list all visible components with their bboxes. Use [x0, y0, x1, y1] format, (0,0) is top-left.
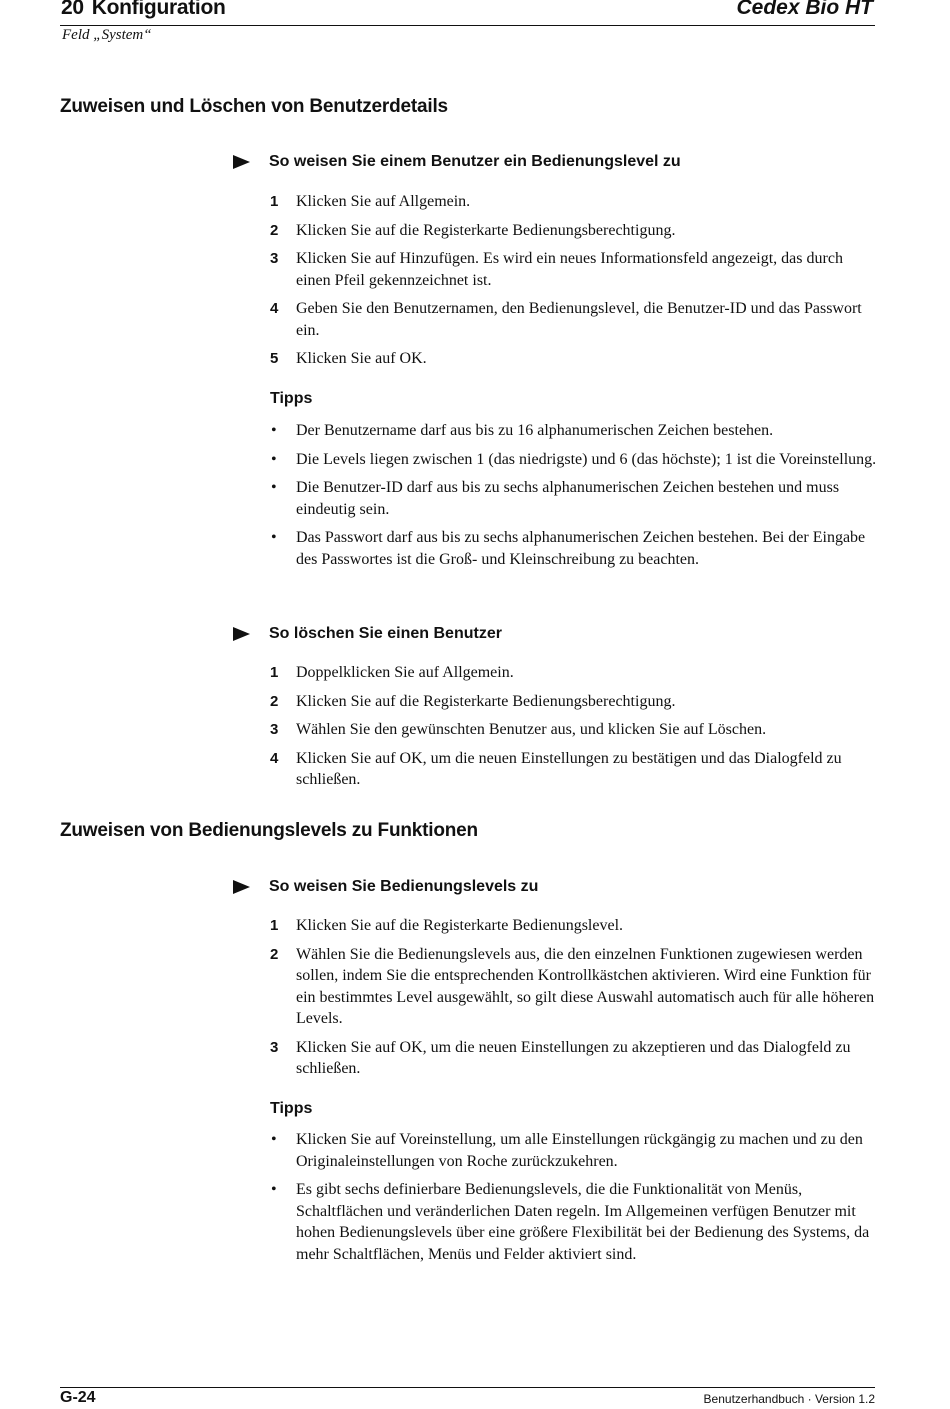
step-text: Klicken Sie auf die Registerkarte Bedienungsberechtigung.	[296, 692, 676, 710]
bullet-icon: •	[271, 422, 277, 439]
tips-heading: Tipps	[270, 390, 313, 407]
chapter-number: 20	[61, 0, 84, 19]
tip-item	[270, 1129, 880, 1172]
step-text: Klicken Sie auf Hinzufügen. Es wird ein neues Informationsfeld angezeigt, das durch einen Pfeil gekennzeichnet ist.	[296, 250, 843, 289]
tips-list-assign-levels	[270, 1129, 880, 1272]
step-item	[270, 719, 880, 741]
step-text: Geben Sie den Benutzernamen, den Bedienungslevel, die Benutzer-ID und das Passwort ein.	[296, 300, 862, 339]
step-text: Klicken Sie auf die Registerkarte Bedienungslevel.	[296, 917, 624, 934]
tips-list-assign-level	[270, 420, 880, 577]
tip-item	[270, 527, 880, 570]
step-number: 4	[270, 749, 279, 767]
running-subsection: Feld „System“	[62, 27, 152, 43]
procedure-title: So löschen Sie einen Benutzer	[269, 625, 502, 642]
section-title-level-functions: Zuweisen von Bedienungslevels zu Funktionen	[60, 820, 478, 841]
page-number: G-24	[60, 1389, 96, 1406]
step-text: Doppelklicken Sie auf Allgemein.	[296, 664, 514, 681]
step-number: 4	[270, 300, 279, 317]
header-rule	[60, 25, 875, 26]
step-text: Klicken Sie auf OK, um die neuen Einstellungen zu bestätigen und das Dialogfeld zu schließen.	[296, 749, 842, 788]
tip-text: Der Benutzername darf aus bis zu 16 alphanumerischen Zeichen bestehen.	[296, 422, 774, 439]
bullet-icon: •	[271, 450, 277, 468]
step-number: 3	[270, 250, 279, 267]
procedure-arrow-icon	[233, 880, 250, 894]
steps-assign-levels	[270, 915, 880, 1087]
step-text: Klicken Sie auf Allgemein.	[296, 193, 471, 210]
tip-item	[270, 477, 880, 520]
chapter-heading	[61, 0, 226, 20]
bullet-icon: •	[271, 1181, 277, 1198]
tip-text: Das Passwort darf aus bis zu sechs alphanumerischen Zeichen bestehen. Bei der Eingabe des Passwortes ist die Groß- und Kleinschreibung zu beachten.	[296, 529, 866, 568]
step-item	[270, 1037, 880, 1080]
step-item	[270, 348, 880, 370]
step-item	[270, 248, 880, 291]
steps-assign-level	[270, 191, 880, 377]
step-item	[270, 748, 880, 791]
procedure-arrow-icon	[233, 627, 250, 641]
step-item	[270, 944, 880, 1030]
chapter-title: Konfiguration	[91, 0, 226, 19]
tip-item	[270, 420, 880, 442]
procedure-heading-delete-user	[233, 625, 502, 643]
tip-text: Klicken Sie auf Voreinstellung, um alle Einstellungen rückgängig zu machen und zu den Originaleinstellungen von Roche zurückzukehren.	[296, 1131, 863, 1170]
bullet-icon: •	[271, 479, 277, 496]
tips-heading: Tipps	[270, 1100, 313, 1117]
procedure-title: So weisen Sie Bedienungslevels zu	[269, 878, 539, 895]
step-number: 1	[270, 664, 279, 681]
step-text: Klicken Sie auf OK, um die neuen Einstellungen zu akzeptieren und das Dialogfeld zu schließen.	[296, 1038, 851, 1077]
steps-delete-user	[270, 662, 880, 798]
procedure-heading-assign-levels	[233, 878, 538, 896]
step-item	[270, 691, 880, 713]
step-item	[270, 662, 880, 684]
procedure-arrow-icon	[233, 155, 250, 169]
step-item	[270, 220, 880, 242]
step-item	[270, 191, 880, 213]
section-title-user-details: Zuweisen und Löschen von Benutzerdetails	[60, 96, 448, 117]
step-text: Klicken Sie auf die Registerkarte Bedienungsberechtigung.	[296, 221, 676, 239]
step-item	[270, 298, 880, 341]
tip-item	[270, 1179, 880, 1265]
step-text: Klicken Sie auf OK.	[296, 350, 427, 367]
tip-text: Die Levels liegen zwischen 1 (das niedrigste) und 6 (das höchste); 1 ist die Voreinstellung.	[296, 450, 877, 468]
tip-item	[270, 449, 880, 471]
step-number: 1	[270, 193, 279, 210]
manual-version: Benutzerhandbuch · Version 1.2	[703, 1392, 875, 1406]
step-number: 1	[270, 917, 279, 934]
step-number: 2	[270, 692, 279, 710]
bullet-icon: •	[271, 1131, 277, 1148]
step-number: 3	[270, 721, 279, 738]
bullet-icon: •	[271, 529, 277, 546]
product-name: Cedex Bio HT	[736, 0, 873, 19]
step-number: 2	[270, 945, 279, 963]
step-text: Wählen Sie die Bedienungslevels aus, die den einzelnen Funktionen zugewiesen werden sollen, indem Sie die entsprechenden Kontrollkästchen aktivieren. Wird eine Funktion für ein bestimmtes Level ausgewählt, so gilt diese Auswahl automatisch auch für alle höheren Levels.	[296, 945, 875, 1027]
footer-rule	[60, 1387, 875, 1388]
tip-text: Es gibt sechs definierbare Bedienungslevels, die die Funktionalität von Menüs, Schaltflächen und veränderlichen Daten regeln. Im Allgemeinen verfügen Benutzer mit hohen Bedienungslevels über eine größere Flexibilität bei der Bedienung des Systems, da mehr Schaltflächen, Menüs und Felder aktiviert sind.	[296, 1181, 870, 1263]
procedure-heading-assign-level	[233, 153, 681, 171]
tip-text: Die Benutzer-ID darf aus bis zu sechs alphanumerischen Zeichen bestehen und muss eindeutig sein.	[296, 479, 840, 518]
step-number: 5	[270, 350, 279, 367]
step-item	[270, 915, 880, 937]
step-number: 2	[270, 221, 279, 239]
step-number: 3	[270, 1038, 279, 1056]
procedure-title: So weisen Sie einem Benutzer ein Bedienungslevel zu	[269, 153, 681, 170]
step-text: Wählen Sie den gewünschten Benutzer aus, und klicken Sie auf Löschen.	[296, 721, 767, 738]
